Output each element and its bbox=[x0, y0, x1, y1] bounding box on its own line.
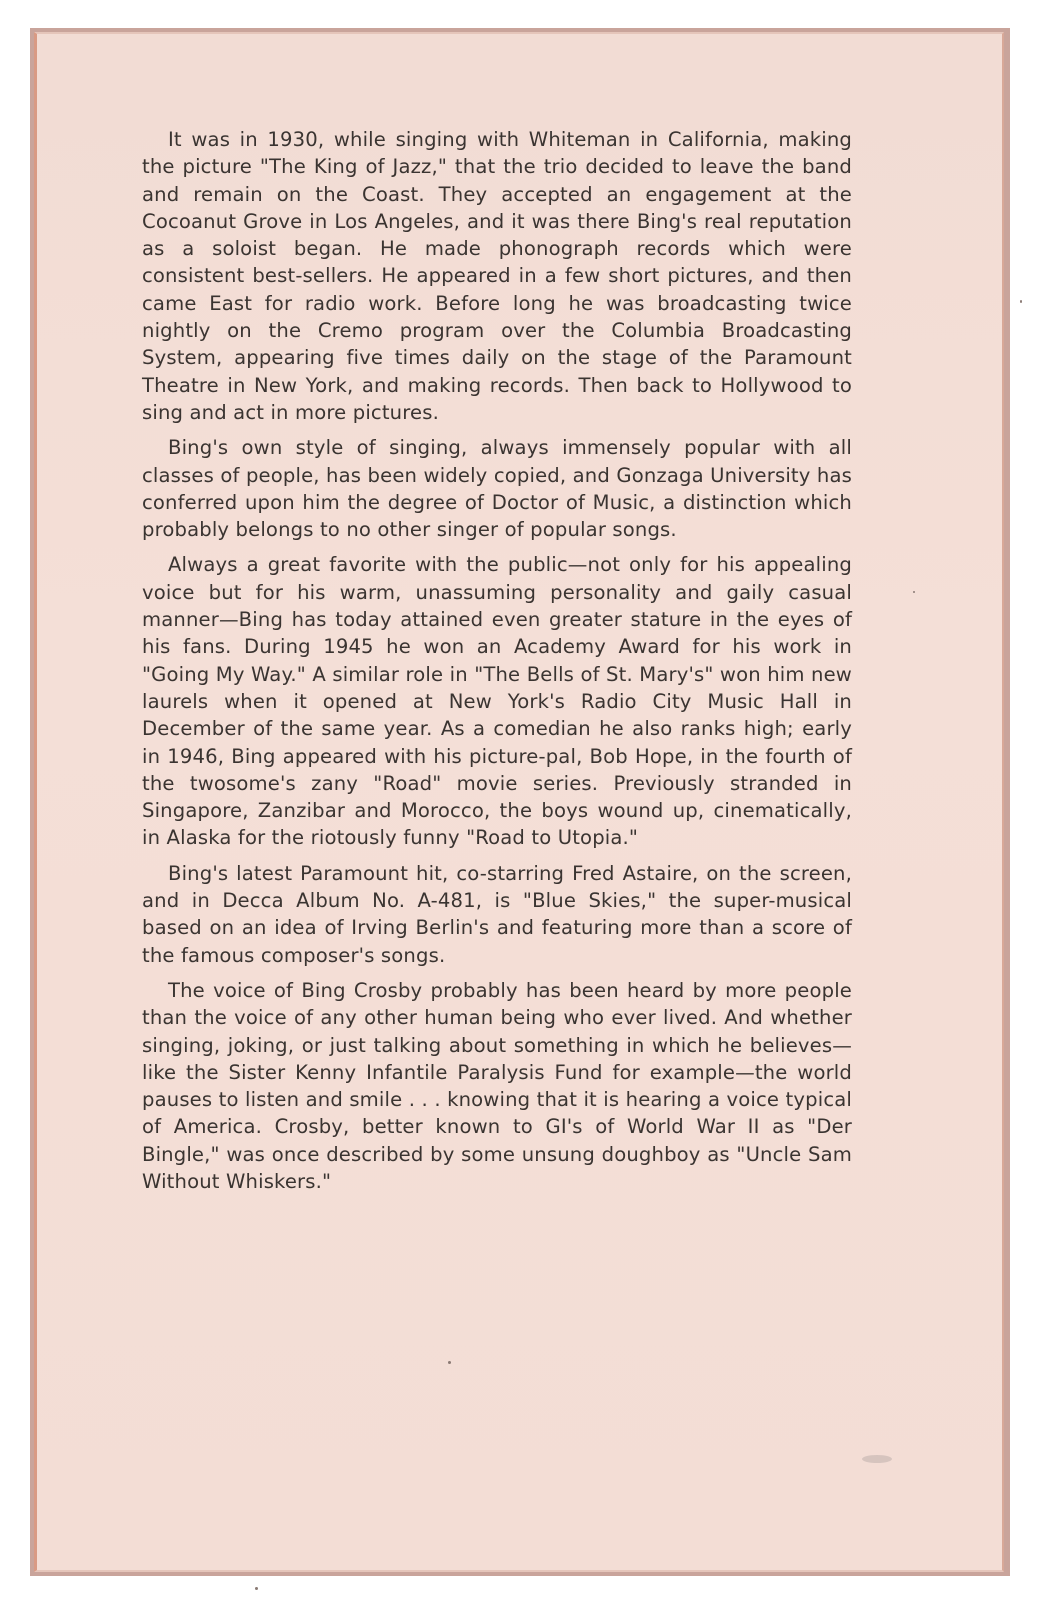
article-body bbox=[142, 126, 852, 1203]
paragraph-4: Bing's latest Paramount hit, co-starring Fred Astaire, on the screen, and in Decca Album No. A-481, is "Blue Skies," the super-musical based on an idea of Irving Berlin's and featuring more than a score of the famous composer's songs. bbox=[142, 861, 852, 967]
paper-smudge bbox=[862, 1455, 892, 1463]
paragraph-3: Always a great favorite with the public—not only for his appealing voice but for his warm, unassuming personality and gaily casual manner—Bing has today attained even greater stature in the eyes of his fans. During 1945 he won an Academy Award for his work in "Going My Way." A similar role in "The Bells of St. Mary's" won him new laurels when it opened at New York's Radio City Music Hall in December of the same year. As a comedian he also ranks high; early in 1946, Bing appeared with his picture-pal, Bob Hope, in the fourth of the twosome's zany "Road" movie series. Previously stranded in Singapore, Zanzibar and Morocco, the boys wound up, cinematically, in Alaska for the riotously funny "Road to Utopia." bbox=[142, 553, 852, 850]
paper-speck bbox=[448, 1361, 451, 1364]
paper-speck bbox=[913, 591, 915, 593]
paper-speck bbox=[255, 1587, 258, 1590]
paragraph-5: The voice of Bing Crosby probably has been heard by more people than the voice of any other human being who ever lived. And whether singing, joking, or just talking about something in which he believes—like the Sister Kenny Infantile Paralysis Fund for example—the world pauses to listen and smile . . . knowing that it is hearing a voice typical of America. Crosby, better known to GI's of World War II as "Der Bingle," was once described by some unsung doughboy as "Uncle Sam Without Whiskers." bbox=[142, 978, 852, 1193]
paper-speck bbox=[1020, 300, 1022, 303]
paragraph-1: It was in 1930, while singing with Whiteman in California, making the picture "The King of Jazz," that the trio decided to leave the band and remain on the Coast. They accepted an engagement at the Cocoanut Grove in Los Angeles, and it was there Bing's real reputation as a soloist began. He made phonograph records which were consistent best-sellers. He appeared in a few short pictures, and then came East for radio work. Before long he was broadcasting twice nightly on the Cremo program over the Columbia Broadcasting System, appearing five times daily on the stage of the Paramount Theatre in New York, and making records. Then back to Hollywood to sing and act in more pictures. bbox=[142, 128, 852, 424]
paragraph-2: Bing's own style of singing, always immensely popular with all classes of people, has been widely copied, and Gonzaga University has conferred upon him the degree of Doctor of Music, a distinction which probably belongs to no other singer of popular songs. bbox=[142, 436, 852, 542]
